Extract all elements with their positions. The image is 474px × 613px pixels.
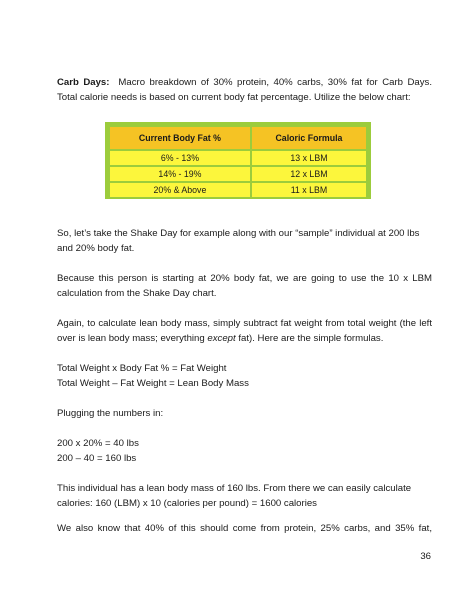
- formulas: [57, 361, 432, 391]
- calculation-line: 200 – 40 = 160 lbs: [57, 453, 137, 464]
- paragraph-line: Plugging the numbers in:: [57, 408, 164, 419]
- page-number: 36: [420, 551, 431, 562]
- table-cell: 20% & Above: [110, 183, 250, 197]
- table-cell: 12 x LBM: [252, 167, 366, 181]
- carb-days-intro: [57, 75, 432, 105]
- paragraph-line: and 20% body fat.: [57, 243, 135, 254]
- calculations: [57, 436, 432, 466]
- formula-line: Total Weight x Body Fat % = Fat Weight: [57, 363, 227, 374]
- table-header-cell: Current Body Fat %: [110, 127, 250, 149]
- table-row: [110, 183, 366, 197]
- table-header-row: [110, 127, 366, 149]
- paragraph-line: So, let’s take the Shake Day for example along with our “sample” individual at 200 lbs: [57, 228, 420, 239]
- paragraph-line: Because this person is starting at 20% body fat, we are going to use the 10 x LBM: [57, 273, 432, 284]
- table-header-cell: Caloric Formula: [252, 127, 366, 149]
- table-cell: 14% - 19%: [110, 167, 250, 181]
- table-cell: 11 x LBM: [252, 183, 366, 197]
- paragraph-line: [57, 331, 432, 346]
- paragraph-lean-body-mass: [57, 316, 432, 346]
- calculation-line: 200 x 20% = 40 lbs: [57, 438, 139, 449]
- emphasis-text: except: [207, 333, 236, 344]
- table-cell: 13 x LBM: [252, 151, 366, 165]
- body-fat-table-frame: [105, 122, 371, 199]
- paragraph-line: This individual has a lean body mass of 160 lbs. From there we can easily calculate: [57, 483, 412, 494]
- paragraph-text: fat). Here are the simple formulas.: [235, 333, 384, 344]
- paragraph-example: [57, 226, 432, 256]
- table-row: [110, 167, 366, 181]
- table-row: [110, 151, 366, 165]
- plugging-numbers: [57, 406, 432, 421]
- paragraph-line: Again, to calculate lean body mass, simply subtract fat weight from total weight (the left: [57, 318, 432, 329]
- carb-days-heading: Carb Days:: [57, 77, 110, 88]
- paragraph-calories: [57, 481, 432, 511]
- formula-line: Total Weight – Fat Weight = Lean Body Mass: [57, 378, 249, 389]
- carb-days-breakdown: Macro breakdown of 30% protein, 40% carbs, 30% fat for Carb Days.: [118, 77, 432, 88]
- intro-line-1: [57, 75, 432, 90]
- body-fat-table: [108, 125, 368, 199]
- paragraph-macro-split: [57, 521, 432, 536]
- paragraph-line: calories: 160 (LBM) x 10 (calories per pound) = 1600 calories: [57, 498, 317, 509]
- paragraph-line: We also know that 40% of this should come from protein, 25% carbs, and 35% fat,: [57, 523, 432, 534]
- table-cell: 6% - 13%: [110, 151, 250, 165]
- paragraph-text: over is lean body mass; everything: [57, 333, 208, 344]
- paragraph-line: calculation from the Shake Day chart.: [57, 288, 217, 299]
- intro-line-2: Total calorie needs is based on current body fat percentage. Utilize the below chart:: [57, 92, 411, 103]
- paragraph-calculation-choice: [57, 271, 432, 301]
